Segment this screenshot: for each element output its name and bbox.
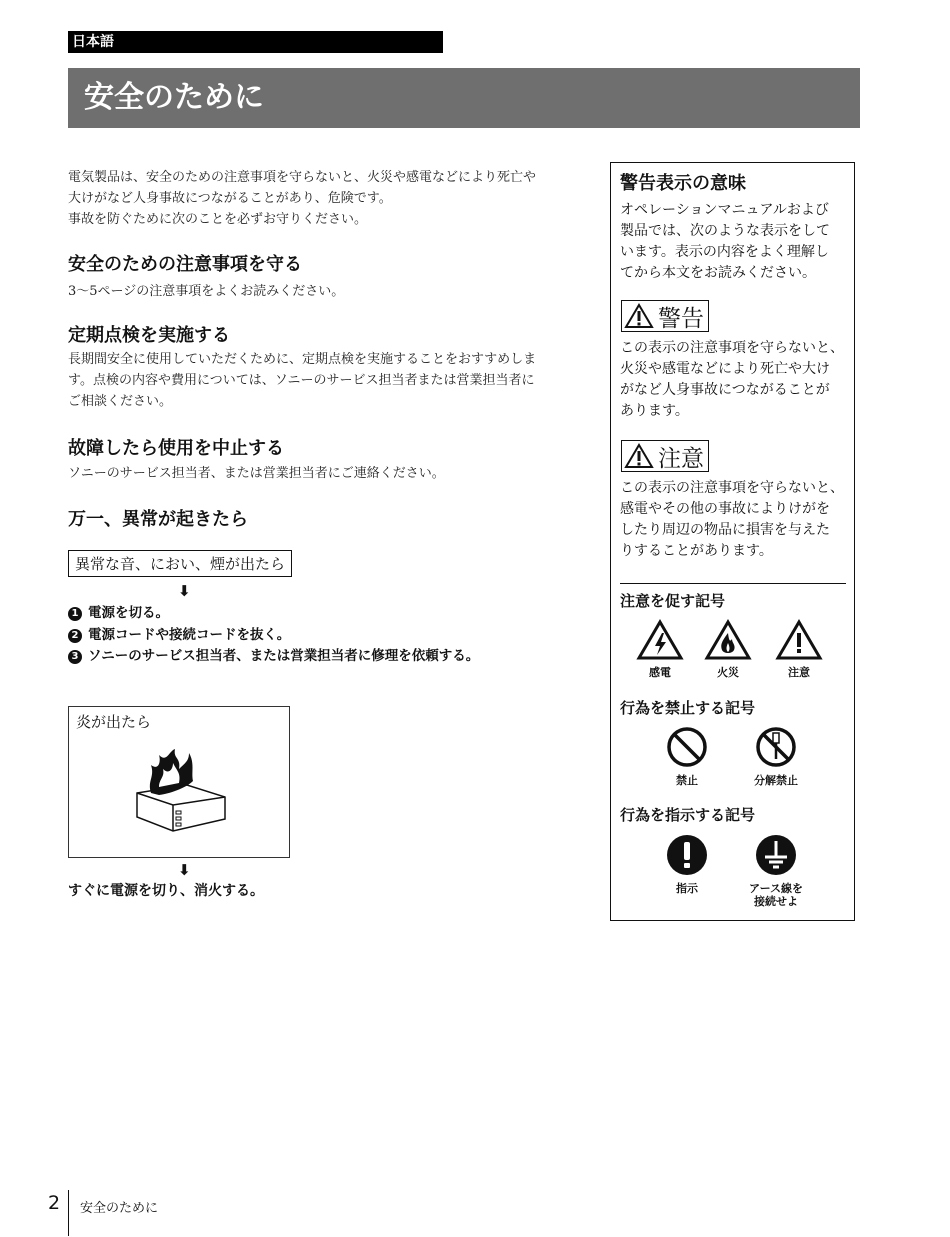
warning-triangle-icon [624,303,654,329]
symbol-electric-shock [635,619,685,679]
section-heading-emergency: 万一、異常が起きたら [68,509,248,530]
down-arrow-icon: ⬇ [178,861,191,879]
intro-paragraph [68,167,580,230]
down-arrow-icon: ⬇ [178,582,191,600]
section-text-line: 長期間安全に使用していただくために、定期点検を実施することをおすすめしま [68,352,537,367]
caution-triangle-icon [624,443,654,469]
panel-line: がなど人身事故につながることが [620,382,830,398]
ground-icon [754,833,798,877]
panel-intro [620,200,846,284]
step-item [68,603,479,625]
symbol-caption: アース線を [748,882,804,895]
section-text-inspection [68,349,580,412]
footer-divider [68,1190,69,1236]
warning-description [620,338,846,422]
section-text-line: ご相談ください。 [68,394,173,409]
symbol-caution [774,619,824,679]
panel-line: あります。 [620,403,689,419]
section-heading-inspection: 定期点検を実施する [68,325,230,346]
warning-label [621,300,709,332]
section-text-malfunction [68,463,580,484]
fire-label: 炎が出たら [76,713,152,731]
fire-action-text: すぐに電源を切り、消火する。 [68,883,264,899]
no-disassembly-icon [754,725,798,769]
intro-line: 電気製品は、安全のための注意事項を守らないと、火災や感電などにより死亡や [68,170,537,185]
step-item [68,625,479,647]
panel-line: オペレーションマニュアルおよび [620,202,829,218]
abnormal-condition-label: 異常な音、におい、煙が出たら [68,550,292,577]
language-tag: 日本語 [68,31,443,53]
panel-divider [620,583,846,584]
title-bar [68,68,860,128]
caution-icon [775,619,823,661]
footer-title: 安全のために [80,1201,159,1216]
emergency-steps [68,603,479,668]
warning-meaning-panel [610,162,855,921]
step-text: 電源コードや接続コードを抜く。 [88,626,291,643]
prohibit-symbols-heading: 行為を禁止する記号 [620,699,756,717]
panel-line: この表示の注意事項を守らないと、 [620,480,844,496]
intro-line: 大けがなど人身事故につながることがあり、危険です。 [68,191,392,206]
symbol-caption: 接続せよ [754,895,798,908]
symbol-caption: 禁止 [676,774,698,787]
electric-shock-warning-icon [636,619,684,661]
step-text: 電源を切る。 [88,605,169,621]
caution-description [620,478,846,562]
caution-label-text: 注意 [658,445,704,472]
section-heading-precautions: 安全のための注意事項を守る [68,254,302,275]
section-text-line: ソニーのサービス担当者、または営業担当者にご連絡ください。 [68,466,445,481]
panel-heading: 警告表示の意味 [620,173,746,194]
fire-illustration-box [68,706,290,858]
symbol-caption: 感電 [649,666,671,679]
symbol-mandatory [663,833,711,895]
panel-line: 製品では、次のような表示をして [620,223,830,239]
warning-label-text: 警告 [658,305,704,332]
prohibited-icon [665,725,709,769]
section-text-line: す。点検の内容や費用については、ソニーのサービス担当者または営業担当者に [68,373,535,388]
panel-line: 感電やその他の事故によりけがを [620,501,830,517]
panel-line: 火災や感電などにより死亡や大け [620,361,830,377]
symbol-fire [703,619,753,679]
symbol-caption: 指示 [676,882,698,895]
panel-line: したり周辺の物品に損害を与えた [620,522,830,538]
symbol-prohibited [663,725,711,787]
symbol-caption: 分解禁止 [754,774,798,787]
page-title: 安全のために [84,80,264,115]
panel-line: てから本文をお読みください。 [620,265,816,281]
section-text-precautions [68,281,580,302]
section-heading-malfunction: 故障したら使用を中止する [68,438,284,459]
section-text-line: 3～5ページの注意事項をよくお読みください。 [68,284,345,299]
symbol-caption: 火災 [717,666,739,679]
symbol-caption: 注意 [788,666,810,679]
page-number: 2 [48,1192,61,1214]
burning-device-icon [129,747,239,837]
step-text: ソニーのサービス担当者、または営業担当者に修理を依頼する。 [88,648,480,664]
attention-symbols-heading: 注意を促す記号 [620,592,726,610]
fire-warning-icon [704,619,752,661]
instruct-symbols-heading: 行為を指示する記号 [620,806,756,824]
intro-line: 事故を防ぐために次のことを必ずお守りください。 [68,212,368,227]
panel-line: います。表示の内容をよく理解し [620,244,829,260]
step-number: 2 [68,629,82,643]
step-number: 1 [68,607,82,621]
symbol-ground [741,833,811,908]
panel-line: りすることがあります。 [620,543,773,559]
symbol-no-disassembly [747,725,805,787]
step-item [68,646,479,668]
panel-line: この表示の注意事項を守らないと、 [620,340,844,356]
caution-label [621,440,709,472]
step-number: 3 [68,650,82,664]
mandatory-icon [665,833,709,877]
